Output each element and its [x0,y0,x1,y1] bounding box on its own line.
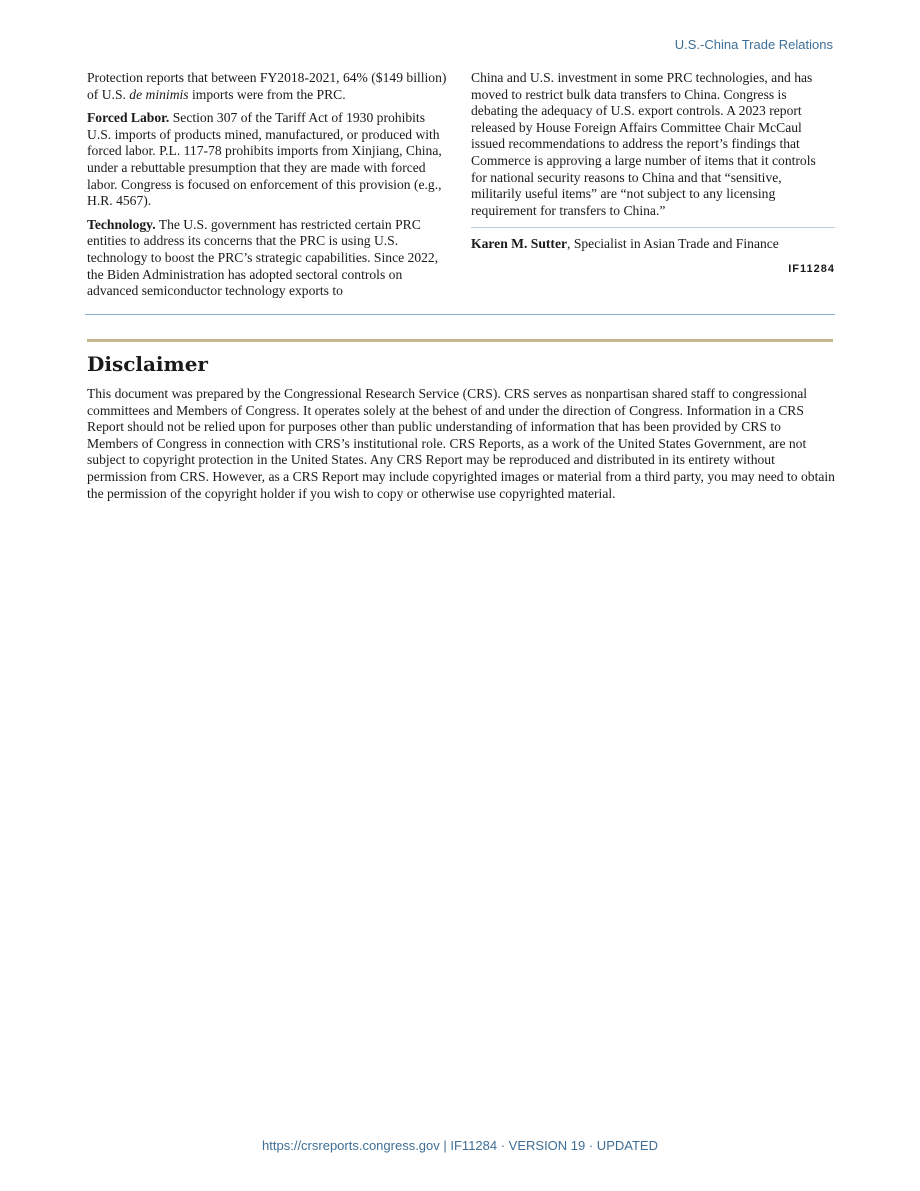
paragraph-text: imports were from the PRC. [188,86,346,102]
paragraph-export-controls: China and U.S. investment in some PRC technologies, and has moved to restrict bulk data transfers to China. Congress is debating the adequacy of U.S. export controls. A 2023 report released by House Foreign Affairs Committee Chair McCaul issued recommendations to address the report’s findings that Commerce is approving a large number of items that it controls for national security reasons to China and that “sensitive, militarily useful items” are “not subject to any licensing requirement for transfers to China.” [471,70,816,218]
column-divider [471,227,835,228]
left-column [87,70,449,307]
section-divider-tan [87,339,833,342]
footer-link[interactable]: https://crsreports.congress.gov | IF11284 · VERSION 19 · UPDATED [262,1138,658,1153]
author-role: , Specialist in Asian Trade and Finance [567,236,779,252]
section-divider-blue [85,314,835,315]
paragraph-forced-labor [87,110,449,210]
italic-term: de minimis [129,86,189,102]
author-name: Karen M. Sutter [471,236,568,252]
disclaimer-title: Disclaimer [87,352,208,376]
paragraph-text: Section 307 of the Tariff Act of 1930 prohibits U.S. imports of products mined, manufactured, or produced with forced labor. P.L. 117-78 prohibits imports from Xinjiang, China, under a rebuttable presumption that they are made with forced labor. Congress is focused on enforcement of this provision (e.g., H.R. 4567). [87,110,442,209]
document-id: IF11284 [788,262,835,275]
paragraph-text: Protection reports that between FY2018-2021, 64% ($149 billion) of U.S. [87,70,447,102]
right-column [471,70,835,278]
running-title: U.S.-China Trade Relations [674,37,833,52]
paragraph-text: The U.S. government has restricted certain PRC entities to address its concerns that the PRC is using U.S. technology to boost the PRC’s strategic capabilities. Since 2022, the Biden Administration has adopted sectoral controls on advanced semiconductor technology exports to [87,216,439,299]
paragraph-lead: Technology. [87,216,156,232]
paragraph-technology [87,217,449,300]
disclaimer-body: This document was prepared by the Congressional Research Service (CRS). CRS serves as nonpartisan shared staff to congressional committees and Members of Congress. It operates solely at the behest of and under the direction of Congress. Information in a CRS Report should not be relied upon for purposes other than public understanding of information that has been provided by CRS to Members of Congress in connection with CRS’s institutional role. CRS Reports, as a work of the United States Government, are not subject to copyright protection in the United States. Any CRS Report may be reproduced and distributed in its entirety without permission from CRS. However, as a CRS Report may include copyrighted images or material from a third party, you may need to obtain the permission of the copyright holder if you wish to copy or otherwise use copyrighted material. [87,386,835,501]
paragraph-lead: Forced Labor. [87,110,170,126]
author-line [471,236,835,253]
paragraph-de-minimis [87,70,449,103]
